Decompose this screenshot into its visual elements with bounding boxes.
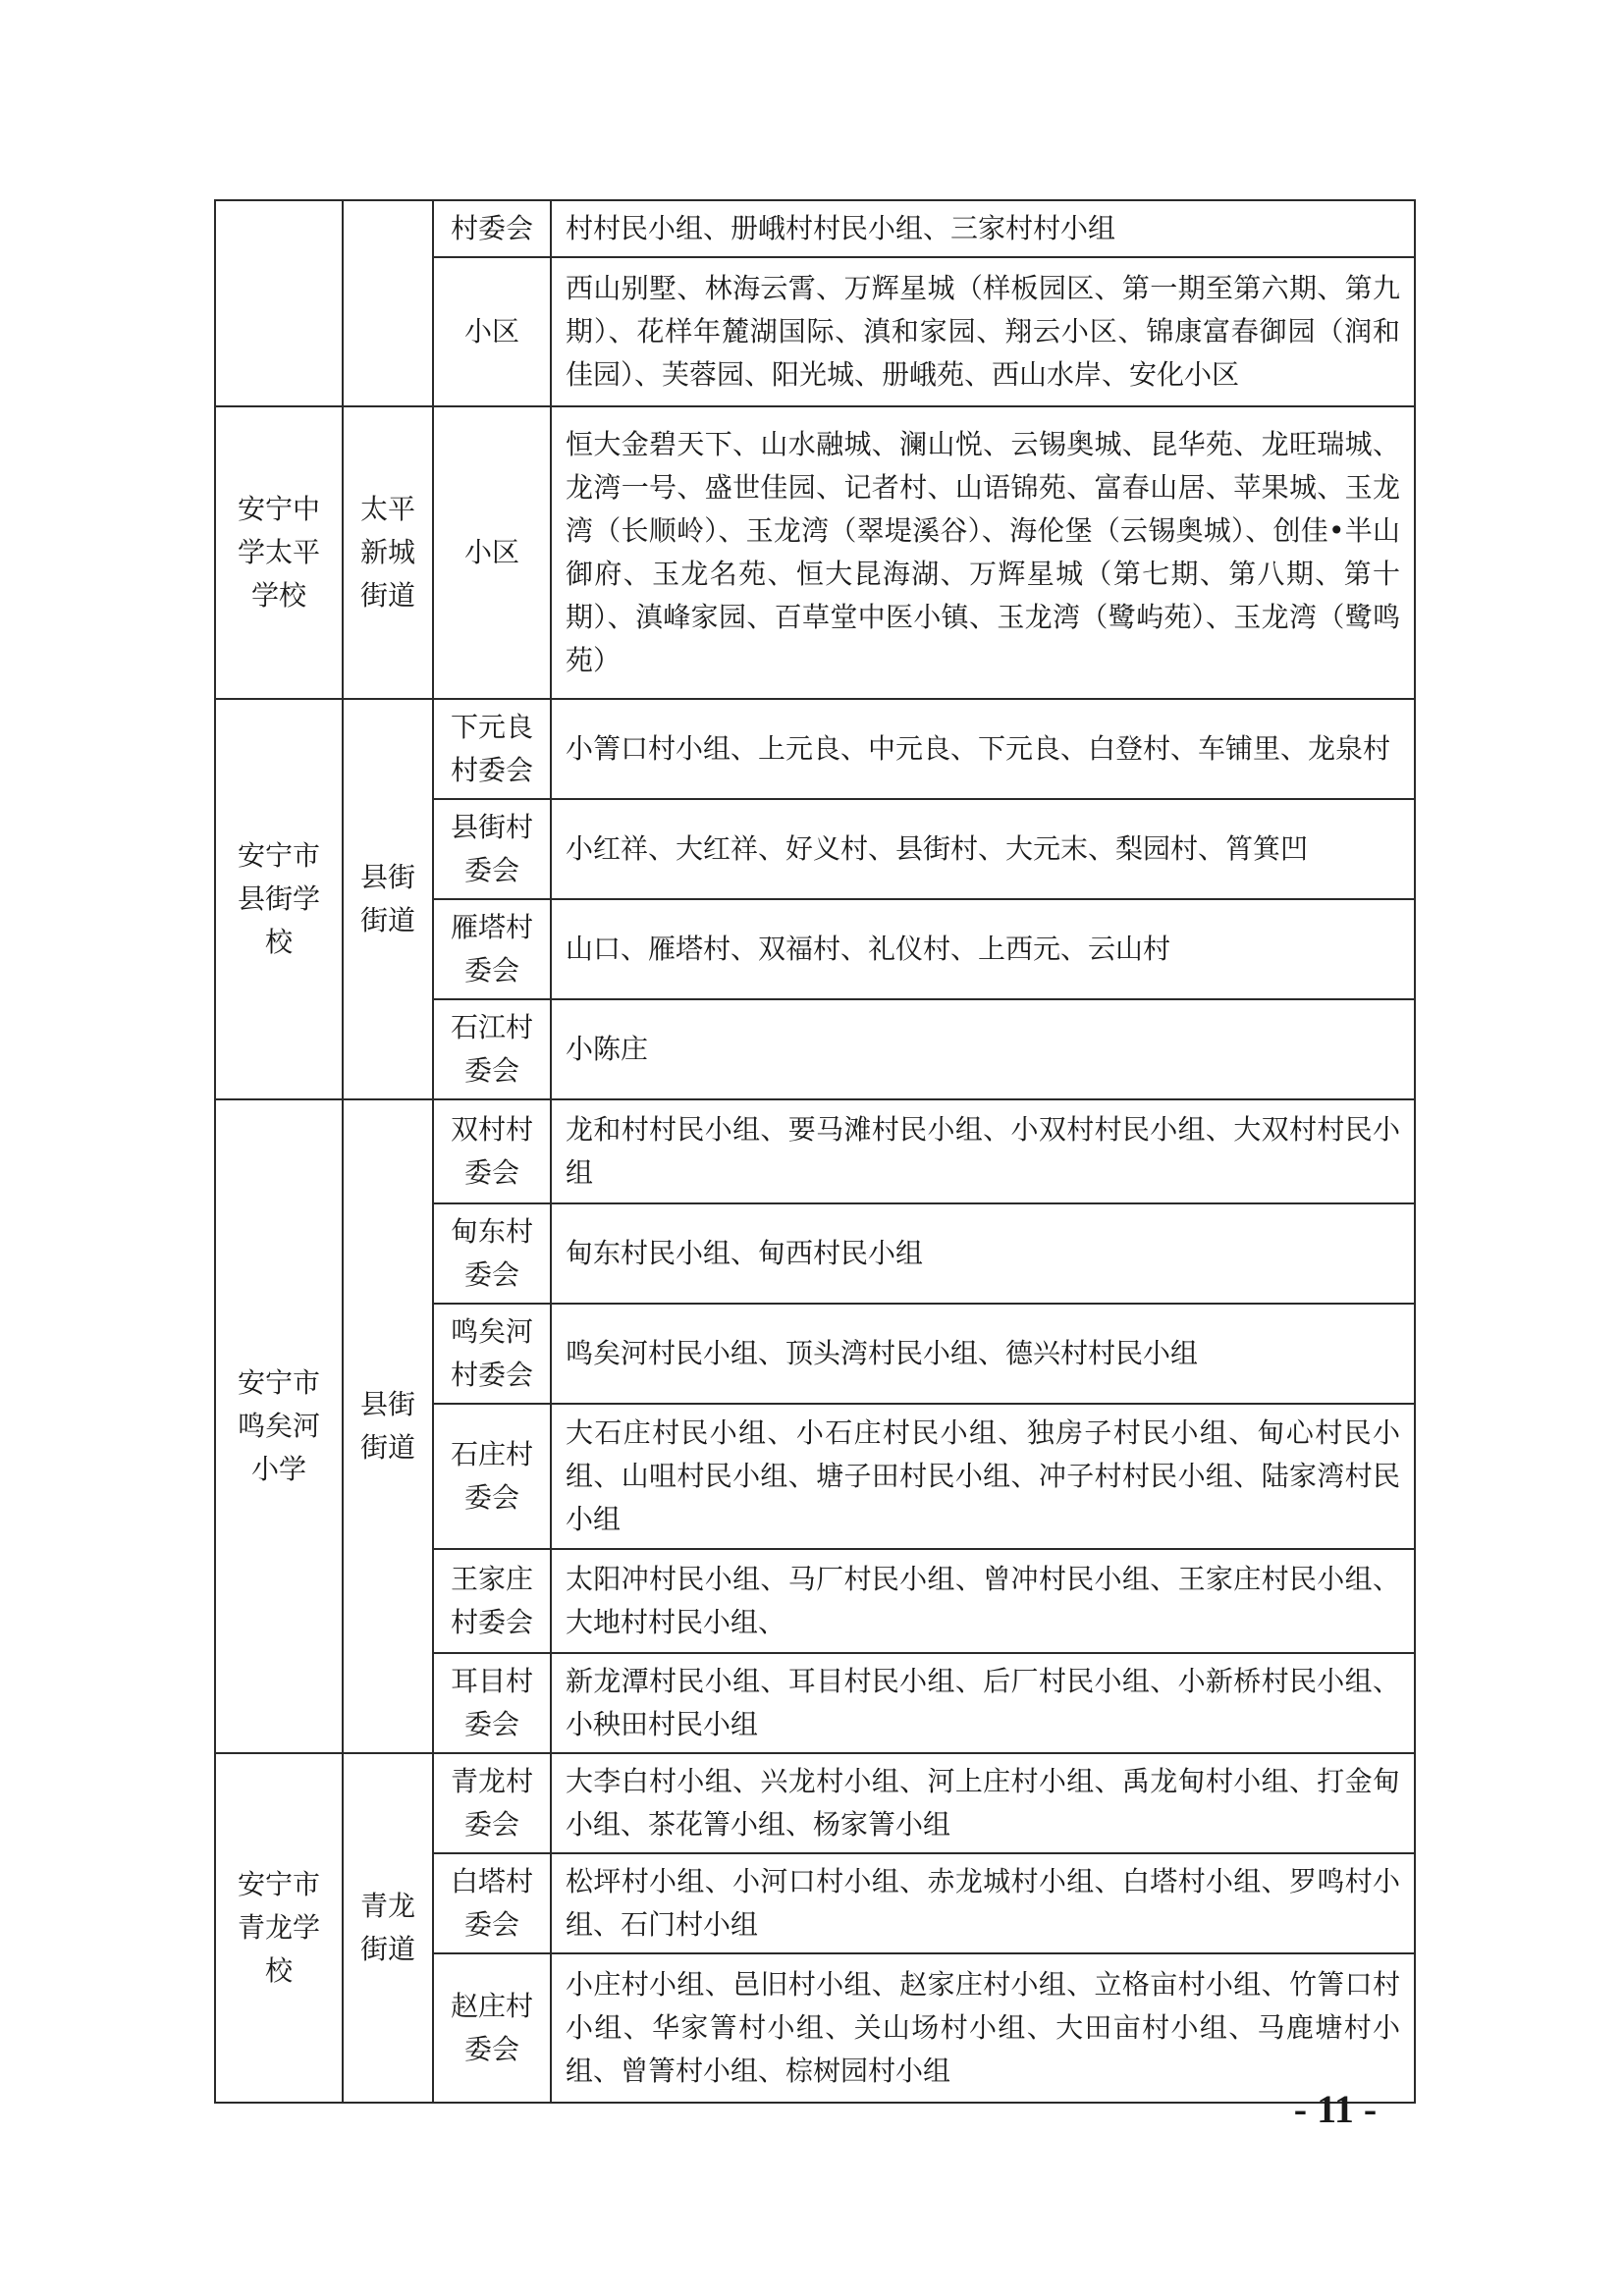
unit-cell: 青龙村委会 [433,1753,551,1853]
areas-cell: 松坪村小组、小河口村小组、赤龙城村小组、白塔村小组、罗鸣村小组、石门村小组 [551,1853,1415,1953]
unit-cell: 双村村委会 [433,1099,551,1203]
areas-cell: 小箐口村小组、上元良、中元良、下元良、白登村、车铺里、龙泉村 [551,699,1415,799]
areas-cell: 甸东村民小组、甸西村民小组 [551,1203,1415,1304]
unit-cell: 小区 [433,257,551,406]
unit-cell: 石庄村委会 [433,1404,551,1549]
unit-cell: 小区 [433,406,551,699]
unit-cell: 雁塔村委会 [433,899,551,999]
areas-cell: 西山别墅、林海云霄、万辉星城（样板园区、第一期至第六期、第九期）、花样年麓湖国际、滇和家园、翔云小区、锦康富春御园（润和佳园）、芙蓉园、阳光城、册峨苑、西山水岸、安化小区 [551,257,1415,406]
unit-cell: 县街村委会 [433,799,551,899]
areas-cell: 龙和村村民小组、要马滩村民小组、小双村村民小组、大双村村民小组 [551,1099,1415,1203]
table-row [215,1099,1415,1203]
school-cell: 安宁市青龙学校 [215,1753,343,2103]
areas-cell: 新龙潭村民小组、耳目村民小组、后厂村民小组、小新桥村民小组、小秧田村民小组 [551,1653,1415,1753]
school-cell: 安宁市县街学校 [215,699,343,1099]
school-district-table [214,199,1416,2104]
unit-cell: 赵庄村委会 [433,1953,551,2103]
unit-cell: 村委会 [433,200,551,257]
areas-cell: 山口、雁塔村、双福村、礼仪村、上西元、云山村 [551,899,1415,999]
table-row [215,1753,1415,1853]
unit-cell: 下元良村委会 [433,699,551,799]
unit-cell: 鸣矣河村委会 [433,1304,551,1404]
areas-cell: 大石庄村民小组、小石庄村民小组、独房子村民小组、甸心村民小组、山咀村民小组、塘子田村民小组、冲子村村民小组、陆家湾村民小组 [551,1404,1415,1549]
unit-cell: 石江村委会 [433,999,551,1099]
unit-cell: 王家庄村委会 [433,1549,551,1653]
street-cell: 太平新城街道 [343,406,433,699]
street-cell: 县街街道 [343,699,433,1099]
school-cell: 安宁中学太平学校 [215,406,343,699]
table-row [215,699,1415,799]
unit-cell: 耳目村委会 [433,1653,551,1753]
areas-cell: 恒大金碧天下、山水融城、澜山悦、云锡奥城、昆华苑、龙旺瑞城、龙湾一号、盛世佳园、记者村、山语锦苑、富春山居、苹果城、玉龙湾（长顺岭）、玉龙湾（翠堤溪谷）、海伦堡（云锡奥城）、创佳•半山御府、玉龙名苑、恒大昆海湖、万辉星城（第七期、第八期、第十期）、滇峰家园、百草堂中医小镇、玉龙湾（鹭屿苑）、玉龙湾（鹭鸣苑） [551,406,1415,699]
table-row [215,200,1415,257]
street-cell [343,200,433,406]
street-cell: 县街街道 [343,1099,433,1753]
areas-cell: 小陈庄 [551,999,1415,1099]
unit-cell: 甸东村委会 [433,1203,551,1304]
areas-cell: 小红祥、大红祥、好义村、县街村、大元末、梨园村、筲箕凹 [551,799,1415,899]
school-cell: 安宁市鸣矣河小学 [215,1099,343,1753]
areas-cell: 村村民小组、册峨村村民小组、三家村村小组 [551,200,1415,257]
areas-cell: 大李白村小组、兴龙村小组、河上庄村小组、禹龙甸村小组、打金甸小组、茶花箐小组、杨家箐小组 [551,1753,1415,1853]
areas-cell: 鸣矣河村民小组、顶头湾村民小组、德兴村村民小组 [551,1304,1415,1404]
page-number: - 11 - [1293,2087,1378,2131]
areas-cell: 太阳冲村民小组、马厂村民小组、曾冲村民小组、王家庄村民小组、大地村村民小组、 [551,1549,1415,1653]
street-cell: 青龙街道 [343,1753,433,2103]
areas-cell: 小庄村小组、邑旧村小组、赵家庄村小组、立格亩村小组、竹箐口村小组、华家箐村小组、关山场村小组、大田亩村小组、马鹿塘村小组、曾箐村小组、棕树园村小组 [551,1953,1415,2103]
unit-cell: 白塔村委会 [433,1853,551,1953]
table-row [215,406,1415,699]
school-cell [215,200,343,406]
